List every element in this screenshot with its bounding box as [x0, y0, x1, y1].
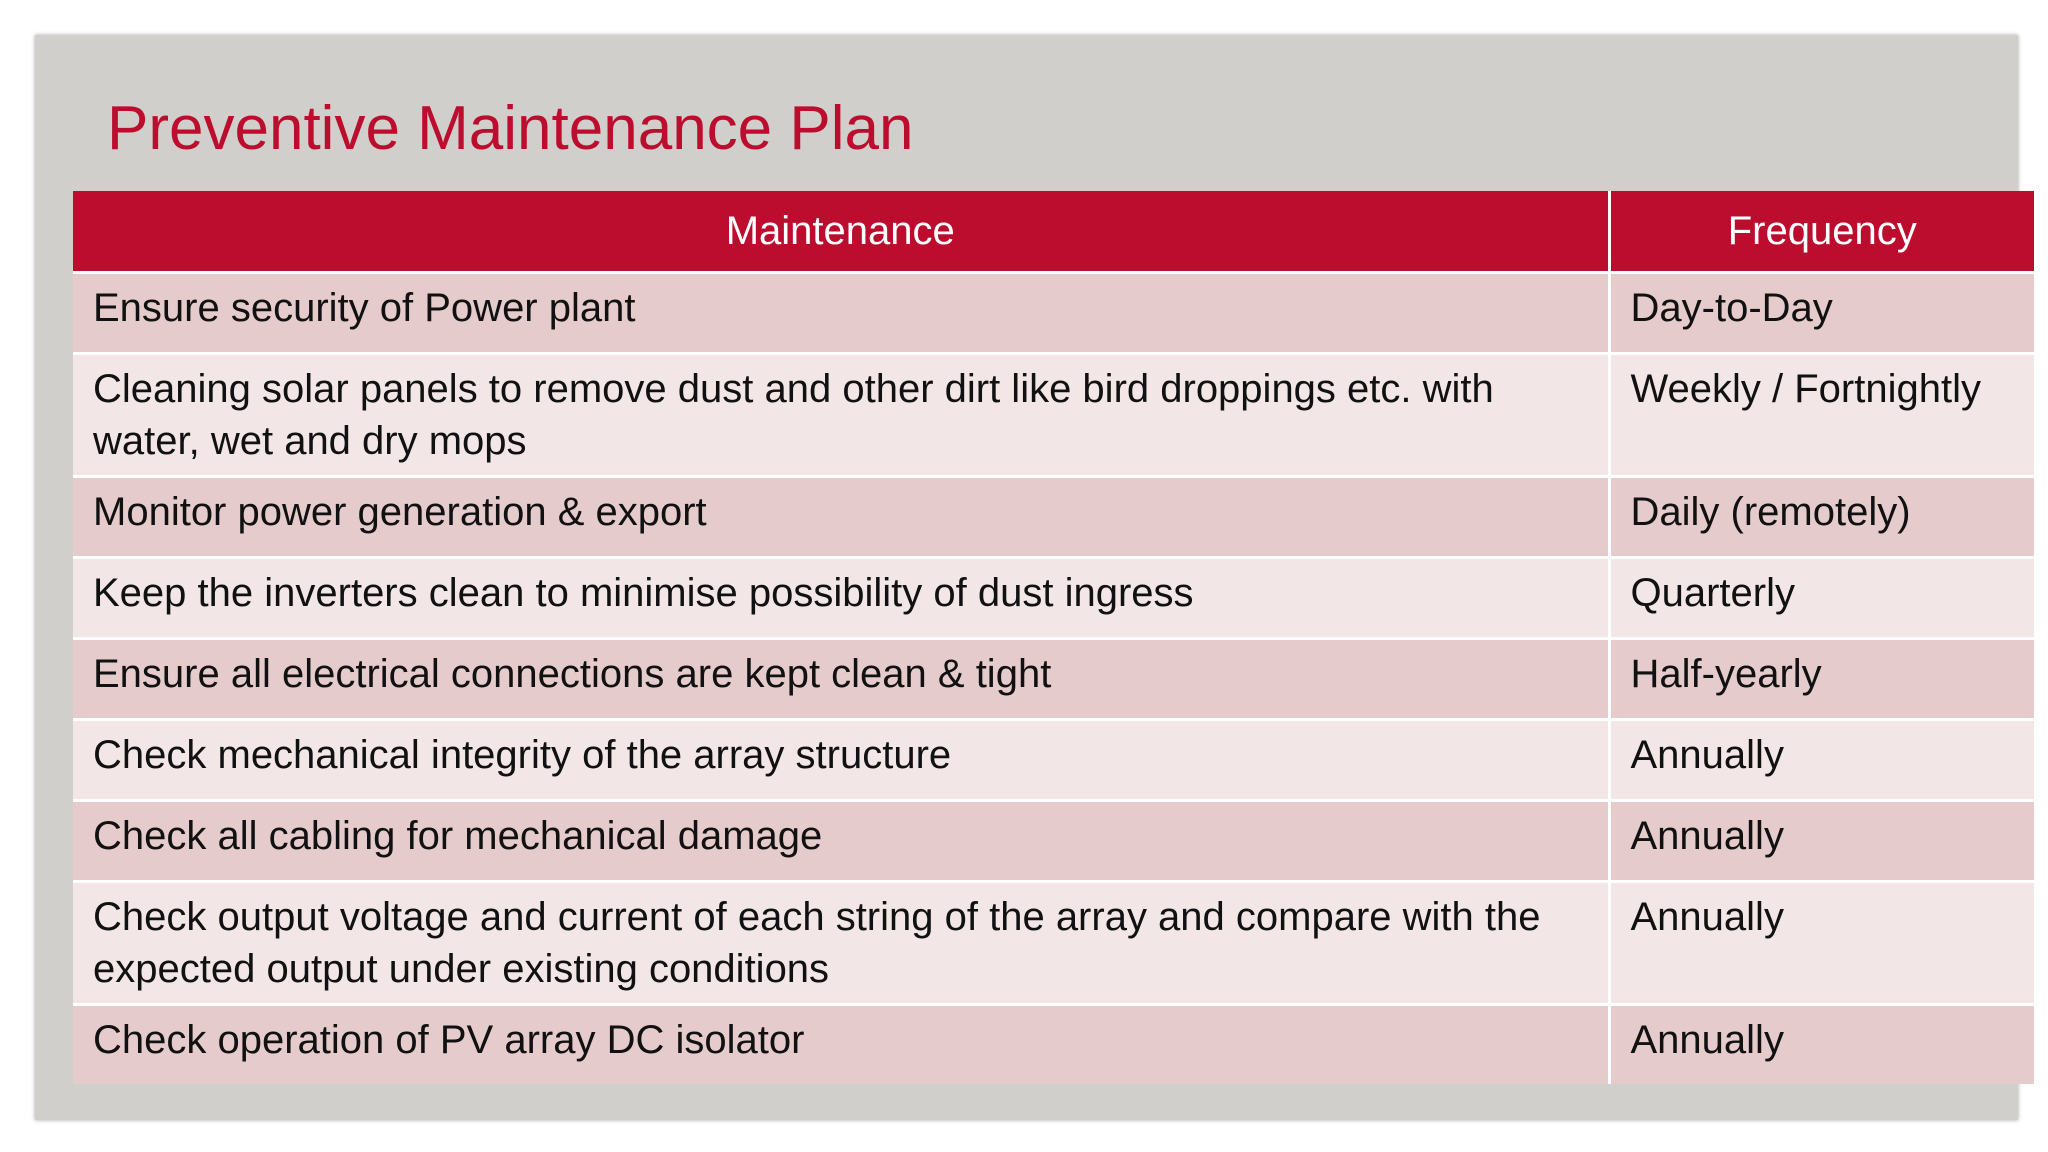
slide-title: Preventive Maintenance Plan — [107, 94, 914, 163]
frequency-cell: Quarterly — [1609, 558, 2034, 639]
header-frequency: Frequency — [1609, 191, 2034, 273]
table-row — [73, 477, 2034, 558]
maintenance-cell: Ensure security of Power plant — [73, 273, 1609, 354]
maintenance-cell: Monitor power generation & export — [73, 477, 1609, 558]
frequency-cell: Annually — [1609, 882, 2034, 1005]
table-row — [73, 639, 2034, 720]
frequency-cell: Daily (remotely) — [1609, 477, 2034, 558]
frequency-cell: Weekly / Fortnightly — [1609, 354, 2034, 477]
maintenance-cell: Check output voltage and current of each string of the array and compare with the expected output under existing conditions — [73, 882, 1609, 1005]
table-row — [73, 882, 2034, 1005]
frequency-cell: Half-yearly — [1609, 639, 2034, 720]
maintenance-cell: Keep the inverters clean to minimise possibility of dust ingress — [73, 558, 1609, 639]
maintenance-cell: Check mechanical integrity of the array structure — [73, 720, 1609, 801]
table-row — [73, 801, 2034, 882]
maintenance-cell: Check operation of PV array DC isolator — [73, 1005, 1609, 1085]
frequency-cell: Day-to-Day — [1609, 273, 2034, 354]
table-row — [73, 1005, 2034, 1085]
table-row — [73, 558, 2034, 639]
table-row — [73, 354, 2034, 477]
table-header-row — [73, 191, 2034, 273]
frequency-cell: Annually — [1609, 801, 2034, 882]
table-row — [73, 273, 2034, 354]
maintenance-cell: Ensure all electrical connections are kept clean & tight — [73, 639, 1609, 720]
maintenance-cell: Check all cabling for mechanical damage — [73, 801, 1609, 882]
table-row — [73, 720, 2034, 801]
slide — [35, 35, 2018, 1120]
frequency-cell: Annually — [1609, 1005, 2034, 1085]
maintenance-table — [73, 191, 2034, 1084]
frequency-cell: Annually — [1609, 720, 2034, 801]
maintenance-cell: Cleaning solar panels to remove dust and other dirt like bird droppings etc. with water, wet and dry mops — [73, 354, 1609, 477]
header-maintenance: Maintenance — [73, 191, 1609, 273]
